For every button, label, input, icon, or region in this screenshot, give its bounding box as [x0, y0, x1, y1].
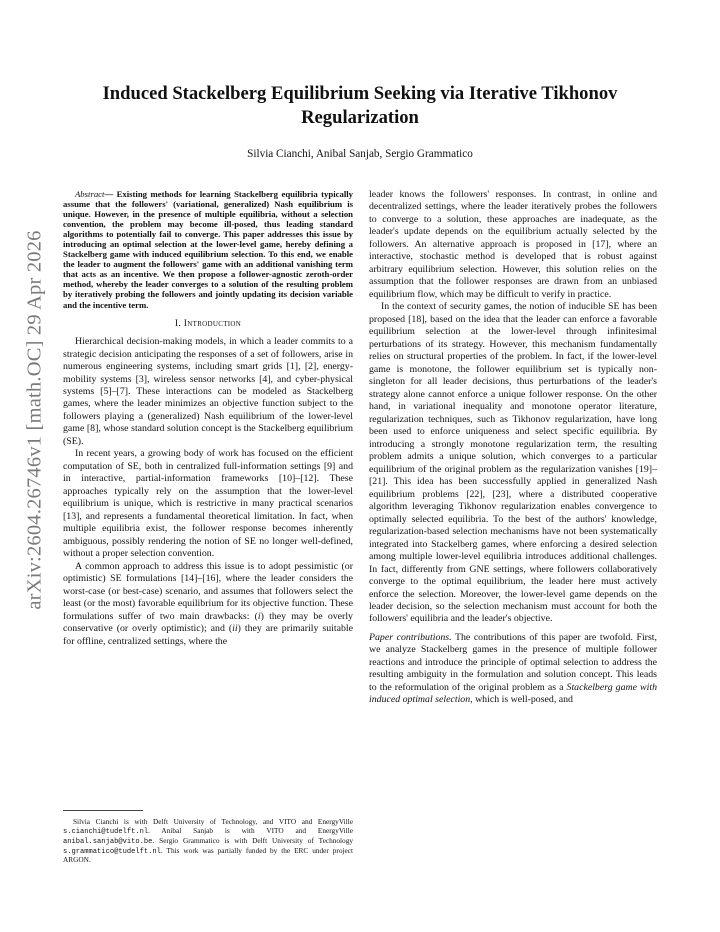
footnote-rule: [63, 810, 143, 811]
left-column: [63, 189, 353, 648]
intro-paragraph-2: In recent years, a growing body of work has focused on the efficient computation of SE, both in centralized full-information settings [9] and in interactive, partial-information frameworks [10]–[12]. These approaches typically rely on the assumption that the lower-level equilibrium is unique, which is restrictive in many practical scenarios [13], and represents a fundamental theoretical limitation. In fact, when multiple equilibria exist, the follower response becomes inherently ambiguous, possibly rendering the notion of SE no longer well-defined, without a proper selection convention.: [63, 448, 353, 560]
intro-paragraph-1: Hierarchical decision-making models, in which a leader commits to a strategic decision anticipating the responses of a set of followers, arise in numerous engineering systems, including smart grids [1], [2], energy-mobility systems [3], wireless sensor networks [4], and cyber-physical systems [5]–[7]. These interactions can be modeled as Stackelberg games, where the leader minimizes an objective function subject to the followers playing a (generalized) Nash equilibrium of the lower-level game [8], whose standard solution concept is the Stackelberg equilibrium (SE).: [63, 336, 353, 447]
section-heading-introduction: I. Introduction: [174, 317, 242, 329]
author-footnote: Silvia Cianchi is with Delft University of Technology, and VITO and EnergyVille s.cianchi@tudelft.nl. Anibal Sanjab is with VITO and EnergyVille anibal.sanjab@vito.be. Sergio Grammatico is with Delft University of Technology s.grammatico@tudelft.nl. This work was partially funded by the ERC under project ARGON.: [63, 817, 353, 865]
email-link[interactable]: s.grammatico@tudelft.nl: [63, 847, 161, 856]
arxiv-identifier: [22, 160, 48, 680]
arxiv-identifier-text: arXiv:2604.26746v1 [math.OC] 29 Apr 2026: [23, 230, 46, 610]
abstract-text: — Existing methods for learning Stackelberg equilibria typically assume that the followers' (variational, generalized) Nash equilibrium is unique. However, in the presence of multiple equilibria, without a selection convention, the problem may become ill-posed, thus leading standard algorithms to potentially fail to converge. This paper addresses this issue by introducing an optimal selection at the lower-level game, hereby defining a Stackelberg game with induced equilibrium selection. To this end, we enable the leader to augment the followers' game with an additional vanishing term that acts as an incentive. We then propose a follower-agnostic zeroth-order method, whereby the leader converges to a solution of the resulting problem by iteratively probing the followers and jointly updating its decision variable and the incentive term.: [63, 189, 353, 310]
paper-authors: Silvia Cianchi, Anibal Sanjab, Sergio Grammatico: [247, 148, 473, 160]
intro-paragraph-3: A common approach to address this issue is to adopt pessimistic (or optimistic) SE formulations [14]–[16], where the leader considers the worst-case (or best-case) scenario, and assumes that followers select the least (or the most) favorable equilibrium for its objective function. These formulations suffer of two main drawbacks: (i) they may be overly conservative (or overly optimistic); and (ii) they are primarily suitable for offline, centralized settings, where the: [63, 560, 353, 647]
contributions-paragraph: Paper contributions. The contributions of this paper are twofold. First, we analyze Stackelberg games in the presence of multiple follower reactions and introduce the principle of optimal selection to address the resulting ambiguity in the formulation and solution concept. This leads to the reformulation of the original problem as a Stackelberg game with induced optimal selection, which is well-posed, and: [369, 631, 658, 706]
email-link[interactable]: anibal.sanjab@vito.be: [63, 837, 153, 846]
abstract: [63, 189, 353, 310]
intro-paragraph-4: In the context of security games, the notion of inducible SE has been proposed [18], based on the idea that the leader can enforce a favorable equilibrium selection at the lower-level through infinitesimal perturbations of its strategy. However, this mechanism fundamentally relies on structural properties of the problem. In fact, if the lower-level game is monotone, the follower equilibrium set is typically non-singleton for all leader decisions, thus perturbations of the leader's strategy alone cannot enforce a unique follower response. On the other hand, in variational inequality and monotone operator literature, regularization techniques, such as Tikhonov regularization, have long been used to enforce uniqueness and select specific equilibria. By introducing a strongly monotone regularization term, the resulting problem admits a unique solution, which converges to a particular equilibrium of the original problem as the regularization vanishes [19]–[21]. This idea has been successfully applied in generalized Nash equilibrium problems [22], [23], where a distributed cooperative algorithm leveraging Tikhonov regularization enables convergence to optimally selected equilibria. To the best of the authors' knowledge, regularization-based selection mechanisms have not been systematically integrated into Stackelberg games, where enforcing a desired selection among multiple lower-level equilibria introduces additional challenges. In fact, differently from GNE settings, where followers collaboratively converge to the optimal equilibrium, the leader here must actively enforce the selection. Moreover, the lower-level game depends on the leader decision, so the selection mechanism must account for both the followers' equilibria and the leader's objective.: [369, 301, 657, 625]
abstract-label: Abstract: [75, 189, 105, 199]
intro-paragraph-3-continued: leader knows the followers' responses. In contrast, in online and decentralized settings, where the leader iteratively probes the followers to converge to a solution, these approaches are inadequate, as the leader's update depends on the equilibrium actually selected by the followers. An alternative approach is proposed in [17], where an interactive, stochastic method is developed that is robust against arbitrary equilibrium selection. However, this solution relies on the assumption that the follower responses are drawn from an unbiased equilibrium flow, which may be difficult to verify in practice.: [369, 189, 657, 300]
contributions-label: Paper contributions.: [369, 631, 452, 643]
paper-title: Induced Stackelberg Equilibrium Seeking via Iterative Tikhonov Regularization: [102, 83, 618, 128]
email-link[interactable]: s.cianchi@tudelft.nl: [63, 827, 149, 836]
right-column: [369, 189, 657, 707]
